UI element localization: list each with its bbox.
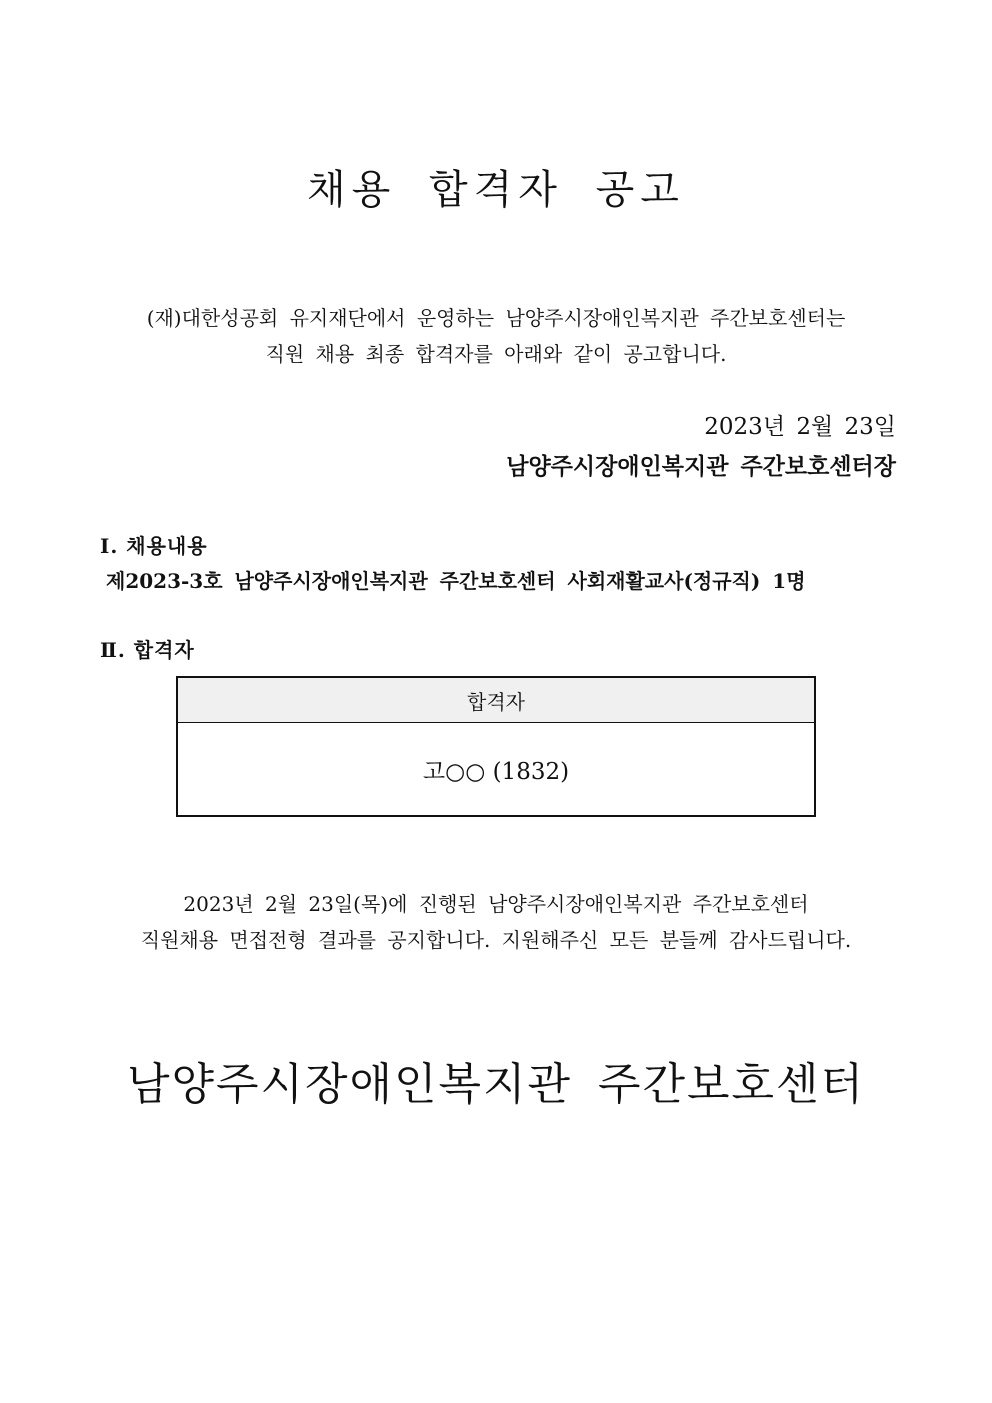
- table-row: [177, 723, 815, 817]
- intro-paragraph: [60, 300, 932, 372]
- issuer-name: 남양주시장애인복지관 주간보호센터장: [506, 453, 896, 480]
- result-table-header-row: [177, 677, 815, 723]
- closing-line-1: 2023년 2월 23일(목)에 진행된 남양주시장애인복지관 주간보호센터: [183, 892, 809, 916]
- intro-line-1: (재)대한성공회 유지재단에서 운영하는 남양주시장애인복지관 주간보호센터는: [146, 306, 846, 330]
- announcement-date: 2023년 2월 23일: [704, 414, 896, 440]
- section-2-heading: Ⅱ. 합격자: [100, 638, 195, 662]
- result-table-value: 고○○ (1832): [422, 758, 570, 785]
- intro-line-2: 직원 채용 최종 합격자를 아래와 같이 공고합니다.: [265, 342, 727, 366]
- closing-paragraph: [60, 886, 932, 958]
- result-table: [176, 676, 816, 817]
- closing-line-2: 직원채용 면접전형 결과를 공지합니다. 지원해주신 모든 분들께 감사드립니다.: [140, 928, 852, 952]
- page-title: 채용 합격자 공고: [307, 167, 685, 213]
- section-1-body: 제2023-3호 남양주시장애인복지관 주간보호센터 사회재활교사(정규직) 1명: [106, 569, 806, 593]
- footer-organization: 남양주시장애인복지관 주간보호센터: [126, 1059, 866, 1110]
- result-table-header: 합격자: [177, 677, 815, 723]
- section-1-heading: Ⅰ. 채용내용: [100, 534, 208, 558]
